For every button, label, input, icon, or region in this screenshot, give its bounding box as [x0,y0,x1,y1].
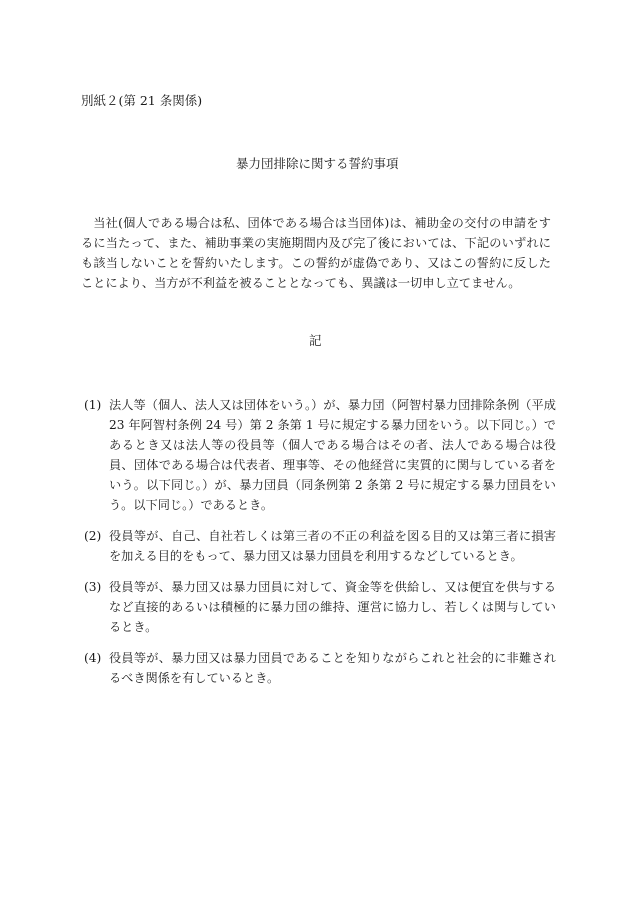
pledge-item-text: 役員等が、暴力団又は暴力団員であることを知りながらこれと社会的に非難されるべき関係を有しているとき。 [109,651,556,685]
pledge-item [84,526,556,566]
pledge-item-text: 役員等が、自己、自社若しくは第三者の不正の利益を図る目的又は第三者に損害を加える目的をもって、暴力団又は暴力団員を利用するなどしているとき。 [109,529,556,563]
pledge-item-number: (4) [84,651,102,665]
pledge-item-number: (2) [84,529,102,543]
pledge-item [84,395,556,515]
pledge-item-text: 役員等が、暴力団又は暴力団員に対して、資金等を供給し、又は便宜を供与するなど直接的あるいは積極的に暴力団の維持、運営に協力し、若しくは関与しているとき。 [109,580,556,634]
ki-heading: 記 [309,333,322,348]
pledge-item-number: (3) [84,580,102,594]
pledge-item [84,577,556,637]
pledge-item-list [84,395,556,699]
document-title: 暴力団排除に関する誓約事項 [236,156,399,171]
pledge-intro-text: 当社(個人である場合は私、団体である場合は当団体)は、補助金の交付の申請をするに当たって、また、補助事業の実施期間内及び完了後においては、下記のいずれにも該当しないことを誓約いたします。この誓約が虚偽であり、又はこの誓約に反したことにより、当方が不利益を被ることとなっても、異議は一切申し立てません。 [81,216,551,290]
pledge-intro [81,213,551,293]
pledge-item-number: (1) [84,398,102,412]
attachment-reference-label: 別紙２(第 21 条関係) [81,93,203,108]
pledge-item-text: 法人等（個人、法人又は団体をいう。）が、暴力団（阿智村暴力団排除条例（平成 23 年阿智村条例 24 号）第 2 条第 1 号に規定する暴力団をいう。以下同じ。）であるとき又は法人等の役員等（個人である場合はその者、法人である場合は役員、団体である場合は代表者、理事等、その他経営に実質的に関与している者をいう。以下同じ。）が、暴力団員（同条例第 2 条第 2 号に規定する暴力団員をいう。以下同じ。）であるとき。 [109,398,556,512]
pledge-item [84,648,556,688]
